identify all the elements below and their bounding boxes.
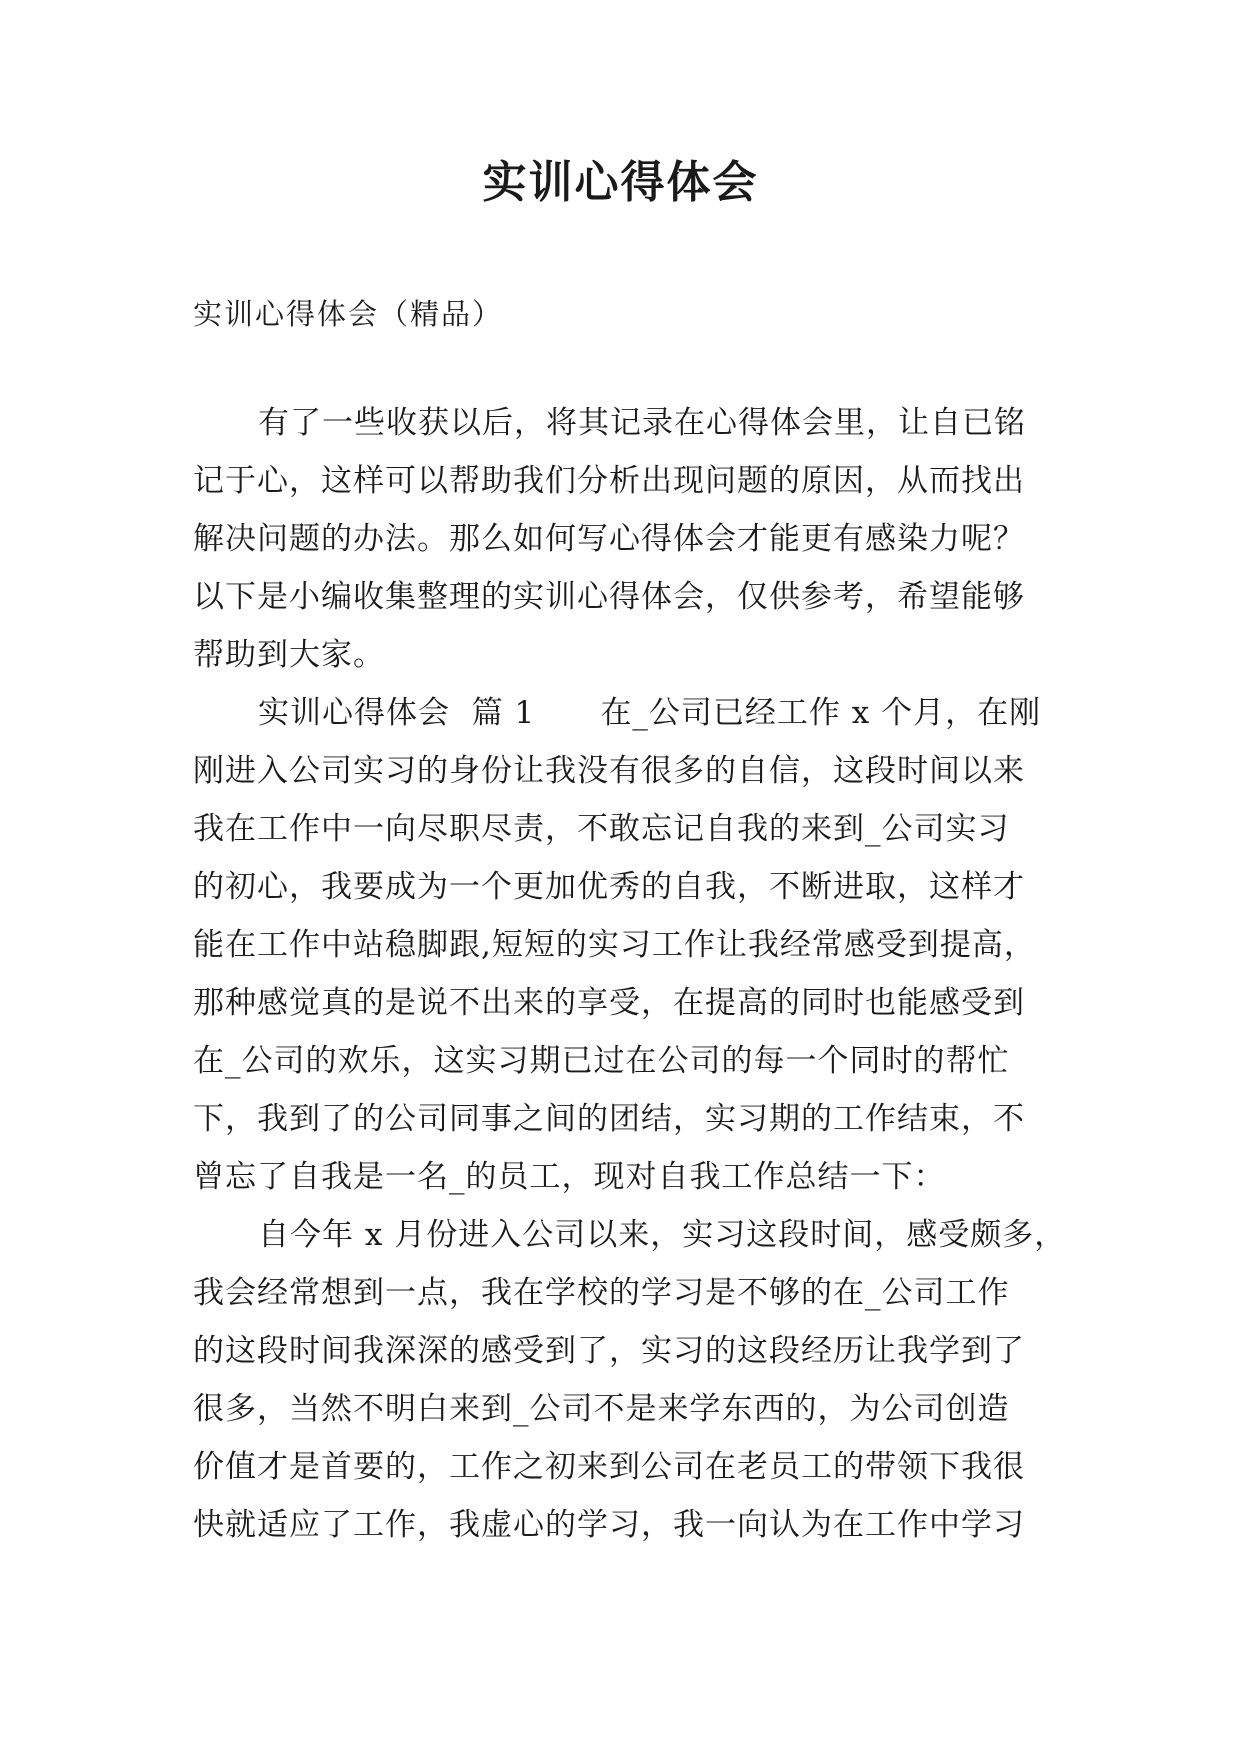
text-line: 价值才是首要的，工作之初来到公司在老员工的带领下我很 bbox=[193, 1449, 1025, 1485]
text-line: 解决问题的办法。那么如何写心得体会才能更有感染力呢？ bbox=[193, 521, 1025, 557]
text-line: 的这段时间我深深的感受到了，实习的这段经历让我学到了 bbox=[193, 1333, 1025, 1369]
text-line: 能在工作中站稳脚跟,短短的实习工作让我经常感受到提高， bbox=[193, 927, 1036, 963]
text-line: 有了一些收获以后，将其记录在心得体会里，让自已铭 bbox=[258, 405, 1026, 441]
text-line: 快就适应了工作，我虚心的学习，我一向认为在工作中学习 bbox=[193, 1507, 1025, 1543]
text-line: 在_公司的欢乐，这实习期已过在公司的每一个同时的帮忙 bbox=[193, 1043, 1010, 1079]
text-line: 那种感觉真的是说不出来的享受，在提高的同时也能感受到 bbox=[193, 985, 1025, 1021]
text-line: 记于心，这样可以帮助我们分析出现问题的原因，从而找出 bbox=[193, 463, 1025, 499]
text-line: 我在工作中一向尽职尽责，不敢忘记自我的来到_公司实习 bbox=[193, 811, 1010, 847]
text-line: 很多，当然不明白来到_公司不是来学东西的，为公司创造 bbox=[193, 1391, 1010, 1427]
document-title: 实训心得体会 bbox=[482, 157, 759, 208]
text-line: 曾忘了自我是一名_的员工，现对自我工作总结一下： bbox=[193, 1159, 946, 1195]
text-line: 刚进入公司实习的身份让我没有很多的自信，这段时间以来 bbox=[193, 753, 1025, 789]
text-line: 我会经常想到一点，我在学校的学习是不够的在_公司工作 bbox=[193, 1275, 1010, 1311]
text-line: 下，我到了的公司同事之间的团结，实习期的工作结束，不 bbox=[193, 1101, 1025, 1137]
document-subtitle: 实训心得体会（精品） bbox=[193, 297, 504, 331]
text-line: 帮助到大家。 bbox=[193, 637, 385, 673]
text-line: 自今年 x 月份进入公司以来，实习这段时间，感受颇多， bbox=[258, 1217, 1067, 1253]
text-line: 以下是小编收集整理的实训心得体会，仅供参考，希望能够 bbox=[193, 579, 1025, 615]
text-line: 的初心，我要成为一个更加优秀的自我，不断进取，这样才 bbox=[193, 869, 1025, 905]
text-line: 实训心得体会 篇 1 在_公司已经工作 x 个月，在刚 bbox=[258, 695, 1042, 731]
